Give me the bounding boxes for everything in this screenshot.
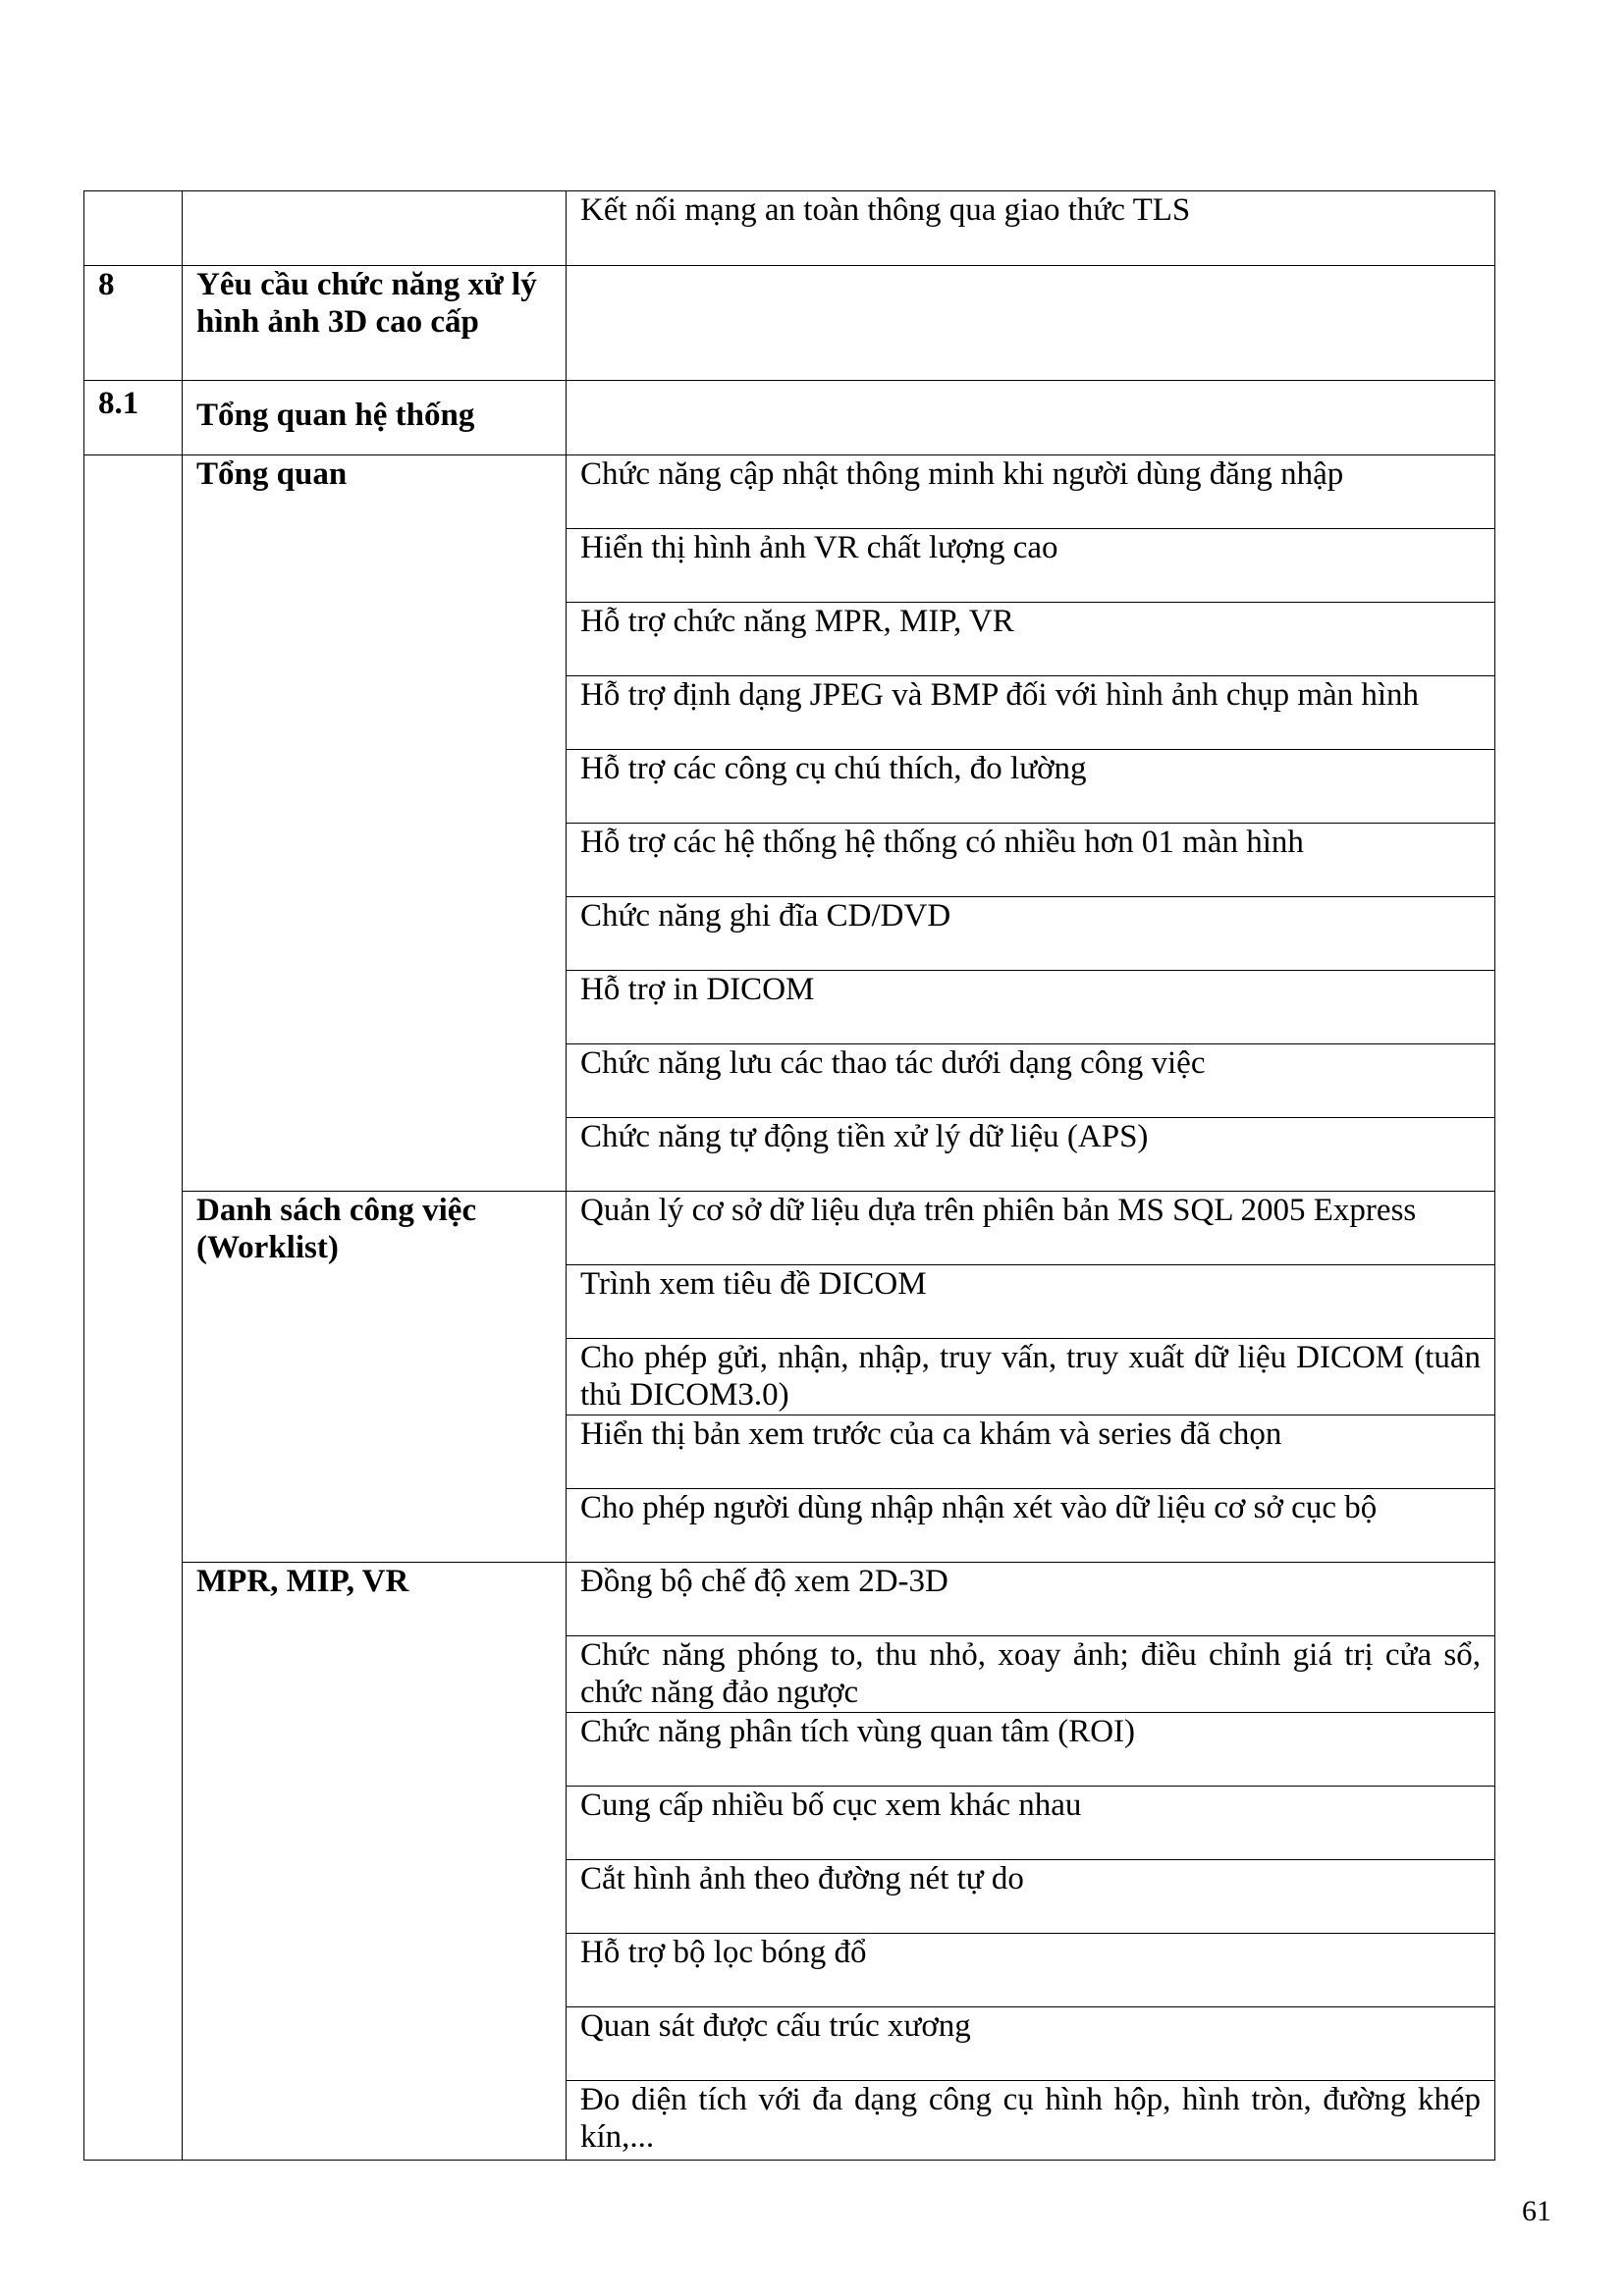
feature-item: Hiển thị bản xem trước của ca khám và series đã chọn xyxy=(567,1415,1495,1489)
requirements-table xyxy=(83,190,1495,2161)
group-label-mpr-mip-vr: MPR, MIP, VR xyxy=(183,1563,567,2161)
feature-item: Hiển thị hình ảnh VR chất lượng cao xyxy=(567,529,1495,603)
feature-item: Hỗ trợ bộ lọc bóng đổ xyxy=(567,1934,1495,2007)
feature-item: Cho phép gửi, nhận, nhập, truy vấn, truy xuất dữ liệu DICOM (tuân thủ DICOM3.0) xyxy=(567,1339,1495,1415)
section-row xyxy=(84,266,1495,381)
subsection-row xyxy=(84,381,1495,455)
group-label-overview: Tổng quan xyxy=(183,455,567,1192)
empty-cell xyxy=(567,381,1495,455)
empty-cell xyxy=(567,266,1495,381)
feature-item: Cho phép người dùng nhập nhận xét vào dữ liệu cơ sở cục bộ xyxy=(567,1489,1495,1563)
section-number: 8 xyxy=(84,266,183,381)
feature-item: Chức năng cập nhật thông minh khi người dùng đăng nhập xyxy=(567,455,1495,529)
feature-item: Hỗ trợ các công cụ chú thích, đo lường xyxy=(567,750,1495,824)
table-row xyxy=(84,1192,1495,1265)
feature-item: Đo diện tích với đa dạng công cụ hình hộp, hình tròn, đường khép kín,... xyxy=(567,2081,1495,2161)
feature-item: Kết nối mạng an toàn thông qua giao thức TLS xyxy=(567,191,1495,266)
feature-item: Đồng bộ chế độ xem 2D-3D xyxy=(567,1563,1495,1636)
table-row xyxy=(84,455,1495,529)
feature-item: Hỗ trợ chức năng MPR, MIP, VR xyxy=(567,603,1495,676)
empty-cell xyxy=(183,191,567,266)
feature-item: Hỗ trợ các hệ thống hệ thống có nhiều hơn 01 màn hình xyxy=(567,824,1495,897)
feature-item: Chức năng phân tích vùng quan tâm (ROI) xyxy=(567,1713,1495,1787)
feature-item: Chức năng ghi đĩa CD/DVD xyxy=(567,897,1495,971)
feature-item: Quan sát được cấu trúc xương xyxy=(567,2007,1495,2081)
subsection-title: Tổng quan hệ thống xyxy=(183,381,567,455)
group-label-worklist: Danh sách công việc (Worklist) xyxy=(183,1192,567,1563)
subsection-number: 8.1 xyxy=(84,381,183,455)
feature-item: Hỗ trợ định dạng JPEG và BMP đối với hình ảnh chụp màn hình xyxy=(567,676,1495,750)
table-row xyxy=(84,1563,1495,1636)
feature-item: Hỗ trợ in DICOM xyxy=(567,971,1495,1044)
feature-item: Chức năng phóng to, thu nhỏ, xoay ảnh; điều chỉnh giá trị cửa sổ, chức năng đảo ngược xyxy=(567,1636,1495,1713)
table-row xyxy=(84,191,1495,266)
feature-item: Chức năng tự động tiền xử lý dữ liệu (APS) xyxy=(567,1118,1495,1192)
feature-item: Trình xem tiêu đề DICOM xyxy=(567,1265,1495,1339)
feature-item: Cắt hình ảnh theo đường nét tự do xyxy=(567,1860,1495,1934)
feature-item: Chức năng lưu các thao tác dưới dạng công việc xyxy=(567,1044,1495,1118)
section-title: Yêu cầu chức năng xử lý hình ảnh 3D cao cấp xyxy=(183,266,567,381)
empty-cell xyxy=(84,455,183,2161)
page-number: 61 xyxy=(1522,2195,1551,2227)
empty-cell xyxy=(84,191,183,266)
feature-item: Quản lý cơ sở dữ liệu dựa trên phiên bản MS SQL 2005 Express xyxy=(567,1192,1495,1265)
feature-item: Cung cấp nhiều bố cục xem khác nhau xyxy=(567,1787,1495,1860)
